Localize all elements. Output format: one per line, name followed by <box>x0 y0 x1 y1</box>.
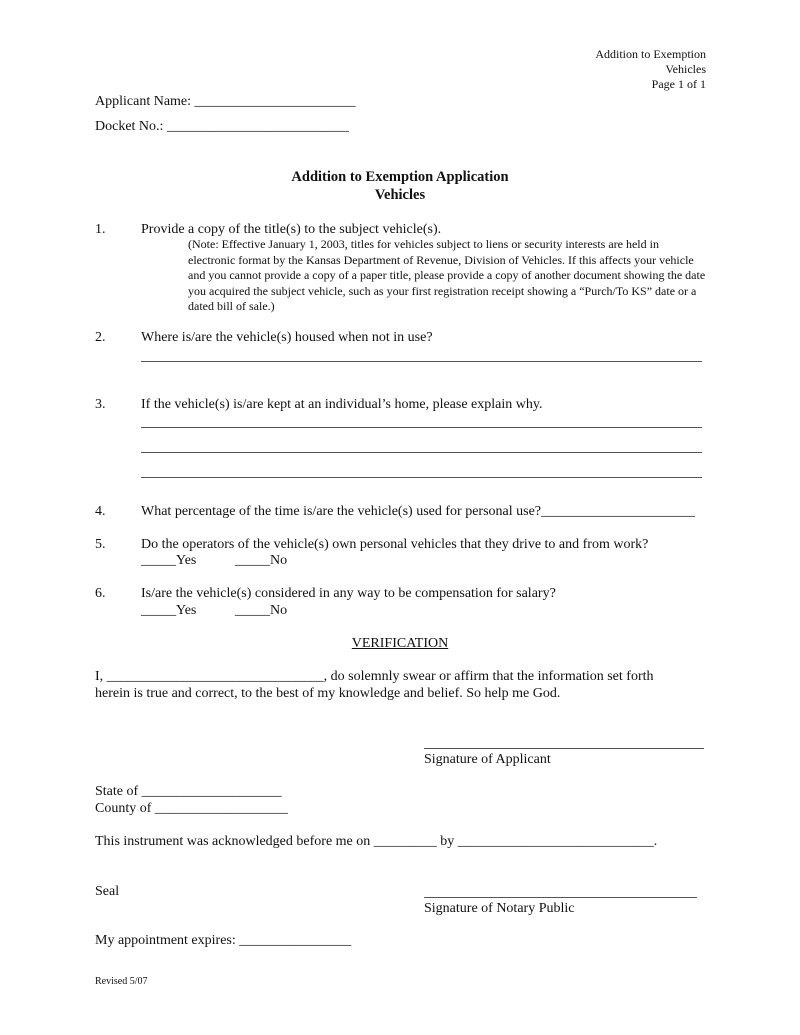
question-3-number: 3. <box>95 397 106 412</box>
seal-label: Seal <box>95 884 120 899</box>
question-5-text: Do the operators of the vehicle(s) own personal vehicles that they drive to and from work? <box>141 537 649 552</box>
question-2-text: Where is/are the vehicle(s) housed when not in use? <box>141 330 433 345</box>
county-field[interactable]: County of ___________________ <box>95 801 288 816</box>
question-1-text: Provide a copy of the title(s) to the subject vehicle(s). <box>141 222 442 237</box>
question-6-no-option[interactable]: _____No <box>235 603 288 618</box>
verification-heading: VERIFICATION <box>351 636 449 651</box>
header-page-number: Page 1 of 1 <box>651 77 706 91</box>
applicant-signature-line[interactable] <box>424 748 704 749</box>
form-title: Addition to Exemption Application <box>291 169 509 185</box>
verification-oath-line-1[interactable]: I, _______________________________, do solemnly swear or affirm that the information set forth <box>95 669 654 684</box>
header-form-subtitle: Vehicles <box>665 62 706 76</box>
question-5-number: 5. <box>95 537 106 552</box>
question-3-answer-line[interactable] <box>141 427 702 428</box>
question-3-text: If the vehicle(s) is/are kept at an individual’s home, please explain why. <box>141 397 543 412</box>
state-field[interactable]: State of ____________________ <box>95 784 282 799</box>
header-form-title: Addition to Exemption <box>595 47 706 61</box>
question-6-number: 6. <box>95 586 106 601</box>
appointment-expires-field[interactable]: My appointment expires: ________________ <box>95 933 352 948</box>
question-5-no-option[interactable]: _____No <box>235 553 288 568</box>
question-2-answer-line[interactable] <box>141 361 702 362</box>
question-4-text[interactable]: What percentage of the time is/are the vehicle(s) used for personal use?______________________ <box>141 504 695 519</box>
question-6-yes-option[interactable]: _____Yes <box>141 603 197 618</box>
question-3-answer-line[interactable] <box>141 477 702 478</box>
applicant-signature-label: Signature of Applicant <box>424 752 551 767</box>
question-5-yes-option[interactable]: _____Yes <box>141 553 197 568</box>
question-6-text: Is/are the vehicle(s) considered in any way to be compensation for salary? <box>141 586 556 601</box>
question-4-number: 4. <box>95 504 106 519</box>
question-1-note: (Note: Effective January 1, 2003, titles for vehicles subject to liens or security interests are held in electronic format by the Kansas Department of Revenue, Division of Vehicles. If this affects your vehicle and you cannot provide a copy of a paper title, please provide a copy of another document showing the date you acquired the subject vehicle, such as your first registration receipt showing a “Purch/To KS” date or a dated bill of sale.) <box>188 237 706 313</box>
question-1-number: 1. <box>95 222 106 237</box>
notary-signature-label: Signature of Notary Public <box>424 901 575 916</box>
applicant-name-field[interactable]: Applicant Name: _______________________ <box>95 94 356 109</box>
question-3-answer-line[interactable] <box>141 452 702 453</box>
form-subtitle: Vehicles <box>374 187 426 203</box>
question-2-number: 2. <box>95 330 106 345</box>
verification-oath-line-2: herein is true and correct, to the best of my knowledge and belief. So help me God. <box>95 686 561 701</box>
docket-number-field[interactable]: Docket No.: __________________________ <box>95 119 349 134</box>
revision-date: Revised 5/07 <box>95 976 148 987</box>
notary-signature-line[interactable] <box>424 897 697 898</box>
acknowledgement-line[interactable]: This instrument was acknowledged before me on _________ by ____________________________. <box>95 834 658 849</box>
